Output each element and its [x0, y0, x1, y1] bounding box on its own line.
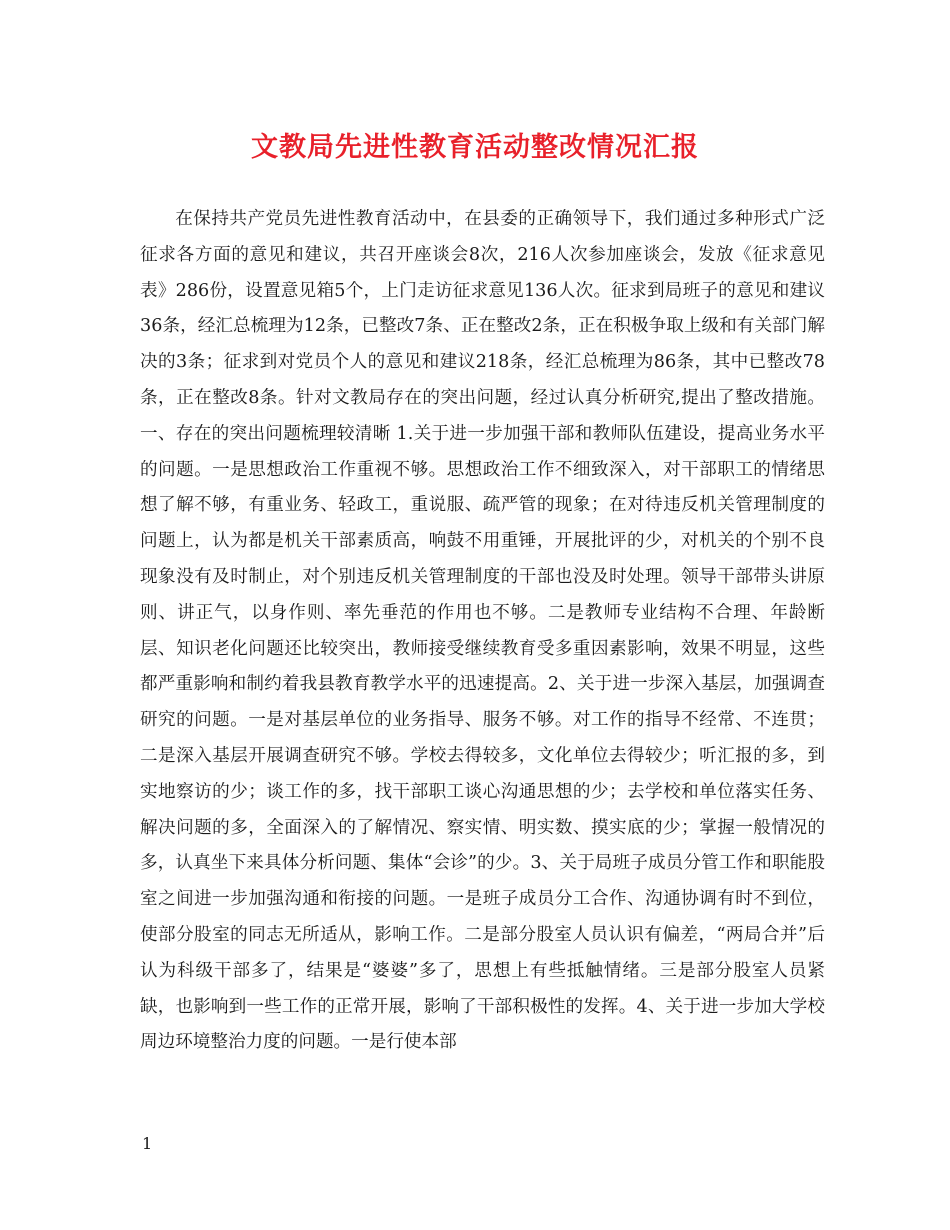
- page-number: 1: [142, 1134, 153, 1153]
- document-title: 文教局先进性教育活动整改情况汇报: [251, 132, 699, 163]
- body-paragraph: 在保持共产党员先进性教育活动中，在县委的正确领导下，我们通过多种形式广泛征求各方面的意见和建议，共召开座谈会8次，216人次参加座谈会，发放《征求意见表》286份，设置意见箱5个，上门走访征求意见136人次。征求到局班子的意见和建议36条，经汇总梳理为12条，已整改7条、正在整改2条，正在积极争取上级和有关部门解决的3条；征求到对党员个人的意见和建议218条，经汇总梳理为86条，其中已整改78条，正在整改8条。针对文教局存在的突出问题，经过认真分析研究,提出了整改措施。一、存在的突出问题梳理较清晰 1.关于进一步加强干部和教师队伍建设，提高业务水平的问题。一是思想政治工作重视不够。思想政治工作不细致深入，对干部职工的情绪思想了解不够，有重业务、轻政工，重说服、疏严管的现象；在对待违反机关管理制度的问题上，认为都是机关干部素质高，响鼓不用重锤，开展批评的少，对机关的个别不良现象没有及时制止，对个别违反机关管理制度的干部也没及时处理。领导干部带头讲原则、讲正气，以身作则、率先垂范的作用也不够。二是教师专业结构不合理、年龄断层、知识老化问题还比较突出，教师接受继续教育受多重因素影响，效果不明显，这些都严重影响和制约着我县教育教学水平的迅速提高。2、关于进一步深入基层，加强调查研究的问题。一是对基层单位的业务指导、服务不够。对工作的指导不经常、不连贯；二是深入基层开展调查研究不够。学校去得较多，文化单位去得较少；听汇报的多，到实地察访的少；谈工作的多，找干部职工谈心沟通思想的少；去学校和单位落实任务、解决问题的多，全面深入的了解情况、察实情、明实数、摸实底的少；掌握一般情况的多，认真坐下来具体分析问题、集体“会诊”的少。3、关于局班子成员分管工作和职能股室之间进一步加强沟通和衔接的问题。一是班子成员分工合作、沟通协调有时不到位，使部分股室的同志无所适从，影响工作。二是部分股室人员认识有偏差，“两局合并”后认为科级干部多了，结果是“婆婆”多了，思想上有些抵触情绪。三是部分股室人员紧缺，也影响到一些工作的正常开展，影响了干部积极性的发挥。4、关于进一步加大学校周边环境整治力度的问题。一是行使本部: [140, 209, 825, 1053]
